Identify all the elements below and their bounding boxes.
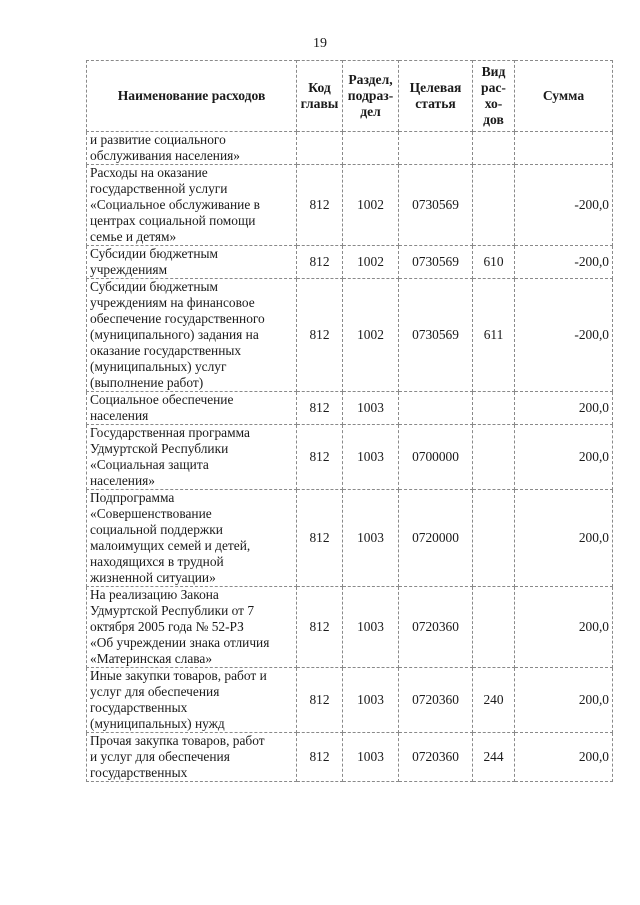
- page-number: 19: [313, 36, 327, 51]
- celevaya-statya-cell: 0700000: [399, 425, 473, 490]
- summa-cell: 200,0: [515, 490, 613, 587]
- expense-name-line: Удмуртской Республики: [90, 441, 229, 456]
- expense-name-line: и развитие социального: [90, 132, 226, 147]
- expense-name: [87, 490, 297, 587]
- expense-name: [87, 132, 297, 165]
- kod-glavy-cell: 812: [297, 279, 343, 392]
- header-name: Наименование расходов: [87, 61, 297, 132]
- table-row: [87, 733, 613, 782]
- table-row: [87, 587, 613, 668]
- celevaya-statya-cell: [399, 132, 473, 165]
- table-row: [87, 668, 613, 733]
- table-row: [87, 165, 613, 246]
- expense-name-line: Субсидии бюджетным: [90, 246, 218, 261]
- vid-rashodov-cell: [473, 165, 515, 246]
- expense-name-line: (выполнение работ): [90, 375, 204, 390]
- expense-name-line: семье и детям»: [90, 229, 177, 244]
- expense-name-line: социальной поддержки: [90, 522, 223, 537]
- razdel-podrazdel-cell: 1003: [343, 587, 399, 668]
- header-kod-glavy: Код главы: [297, 61, 343, 132]
- expense-name-line: населения: [90, 408, 149, 423]
- vid-rashodov-cell: [473, 587, 515, 668]
- vid-rashodov-cell: 611: [473, 279, 515, 392]
- vid-rashodov-cell: 240: [473, 668, 515, 733]
- expense-name: [87, 246, 297, 279]
- expense-name-line: (муниципальных) нужд: [90, 716, 225, 731]
- expense-name-line: Прочая закупка товаров, работ: [90, 733, 265, 748]
- summa-cell: -200,0: [515, 279, 613, 392]
- expense-name: [87, 587, 297, 668]
- expense-name-line: «Об учреждении знака отличия: [90, 635, 270, 650]
- vid-rashodov-cell: [473, 392, 515, 425]
- expense-name-line: «Материнская слава»: [90, 651, 213, 666]
- vid-rashodov-cell: [473, 490, 515, 587]
- celevaya-statya-cell: 0720000: [399, 490, 473, 587]
- razdel-podrazdel-cell: 1002: [343, 165, 399, 246]
- razdel-podrazdel-cell: 1003: [343, 490, 399, 587]
- kod-glavy-cell: [297, 132, 343, 165]
- expense-name-line: населения»: [90, 473, 155, 488]
- table-row: [87, 392, 613, 425]
- expense-name-line: учреждениям: [90, 262, 168, 277]
- kod-glavy-cell: 812: [297, 425, 343, 490]
- celevaya-statya-cell: 0720360: [399, 587, 473, 668]
- expense-name-line: государственной услуги: [90, 181, 228, 196]
- expense-name-line: Социальное обеспечение: [90, 392, 234, 407]
- summa-cell: 200,0: [515, 668, 613, 733]
- expense-name-line: «Социальная защита: [90, 457, 209, 472]
- expense-name: [87, 279, 297, 392]
- razdel-podrazdel-cell: 1003: [343, 392, 399, 425]
- expense-name: [87, 392, 297, 425]
- table-header-row: [87, 61, 613, 132]
- razdel-podrazdel-cell: 1002: [343, 279, 399, 392]
- expense-name-line: обеспечение государственного: [90, 311, 265, 326]
- expense-name-line: Субсидии бюджетным: [90, 279, 218, 294]
- vid-rashodov-cell: [473, 132, 515, 165]
- kod-glavy-cell: 812: [297, 246, 343, 279]
- expense-name-line: оказание государственных: [90, 343, 242, 358]
- vid-rashodov-cell: 610: [473, 246, 515, 279]
- razdel-podrazdel-cell: 1003: [343, 733, 399, 782]
- table-row: [87, 132, 613, 165]
- vid-rashodov-cell: 244: [473, 733, 515, 782]
- expense-name-line: государственных: [90, 700, 188, 715]
- vid-rashodov-cell: [473, 425, 515, 490]
- kod-glavy-cell: 812: [297, 392, 343, 425]
- expense-name-line: Подпрограмма: [90, 490, 175, 505]
- table-row: [87, 246, 613, 279]
- header-celevaya-statya: Целевая статья: [399, 61, 473, 132]
- expense-name-line: учреждениям на финансовое: [90, 295, 255, 310]
- expense-name-line: государственных: [90, 765, 188, 780]
- expense-name-line: находящихся в трудной: [90, 554, 224, 569]
- expense-name-line: Государственная программа: [90, 425, 250, 440]
- expense-name-line: Удмуртской Республики от 7: [90, 603, 255, 618]
- expense-name-line: октября 2005 года № 52-РЗ: [90, 619, 244, 634]
- kod-glavy-cell: 812: [297, 733, 343, 782]
- summa-cell: 200,0: [515, 587, 613, 668]
- celevaya-statya-cell: [399, 392, 473, 425]
- razdel-podrazdel-cell: 1003: [343, 668, 399, 733]
- header-vid-rashodov: Вид рас- хо- дов: [473, 61, 515, 132]
- celevaya-statya-cell: 0720360: [399, 733, 473, 782]
- expense-name-line: жизненной ситуации»: [90, 570, 216, 585]
- celevaya-statya-cell: 0730569: [399, 165, 473, 246]
- kod-glavy-cell: 812: [297, 165, 343, 246]
- expense-name-line: малоимущих семей и детей,: [90, 538, 251, 553]
- expense-name: [87, 668, 297, 733]
- expense-name-line: (муниципальных) услуг: [90, 359, 227, 374]
- header-summa: Сумма: [515, 61, 613, 132]
- expense-name-line: и услуг для обеспечения: [90, 749, 230, 764]
- summa-cell: [515, 132, 613, 165]
- celevaya-statya-cell: 0730569: [399, 279, 473, 392]
- expense-name-line: услуг для обеспечения: [90, 684, 220, 699]
- table-row: [87, 279, 613, 392]
- header-razdel: Раздел, подраз- дел: [343, 61, 399, 132]
- summa-cell: -200,0: [515, 165, 613, 246]
- expense-name-line: На реализацию Закона: [90, 587, 219, 602]
- razdel-podrazdel-cell: [343, 132, 399, 165]
- expense-name-line: Расходы на оказание: [90, 165, 208, 180]
- table-body: [87, 132, 613, 782]
- summa-cell: 200,0: [515, 733, 613, 782]
- razdel-podrazdel-cell: 1003: [343, 425, 399, 490]
- budget-table: [86, 60, 613, 782]
- kod-glavy-cell: 812: [297, 668, 343, 733]
- expense-name-line: «Социальное обслуживание в: [90, 197, 260, 212]
- summa-cell: 200,0: [515, 392, 613, 425]
- celevaya-statya-cell: 0730569: [399, 246, 473, 279]
- expense-name-line: «Совершенствование: [90, 506, 212, 521]
- razdel-podrazdel-cell: 1002: [343, 246, 399, 279]
- kod-glavy-cell: 812: [297, 587, 343, 668]
- expense-name-line: центрах социальной помощи: [90, 213, 256, 228]
- summa-cell: 200,0: [515, 425, 613, 490]
- celevaya-statya-cell: 0720360: [399, 668, 473, 733]
- table-row: [87, 490, 613, 587]
- expense-name: [87, 425, 297, 490]
- kod-glavy-cell: 812: [297, 490, 343, 587]
- expense-name-line: обслуживания населения»: [90, 148, 240, 163]
- expense-name-line: (муниципального) задания на: [90, 327, 259, 342]
- table-row: [87, 425, 613, 490]
- summa-cell: -200,0: [515, 246, 613, 279]
- expense-name-line: Иные закупки товаров, работ и: [90, 668, 267, 683]
- expense-name: [87, 733, 297, 782]
- expense-name: [87, 165, 297, 246]
